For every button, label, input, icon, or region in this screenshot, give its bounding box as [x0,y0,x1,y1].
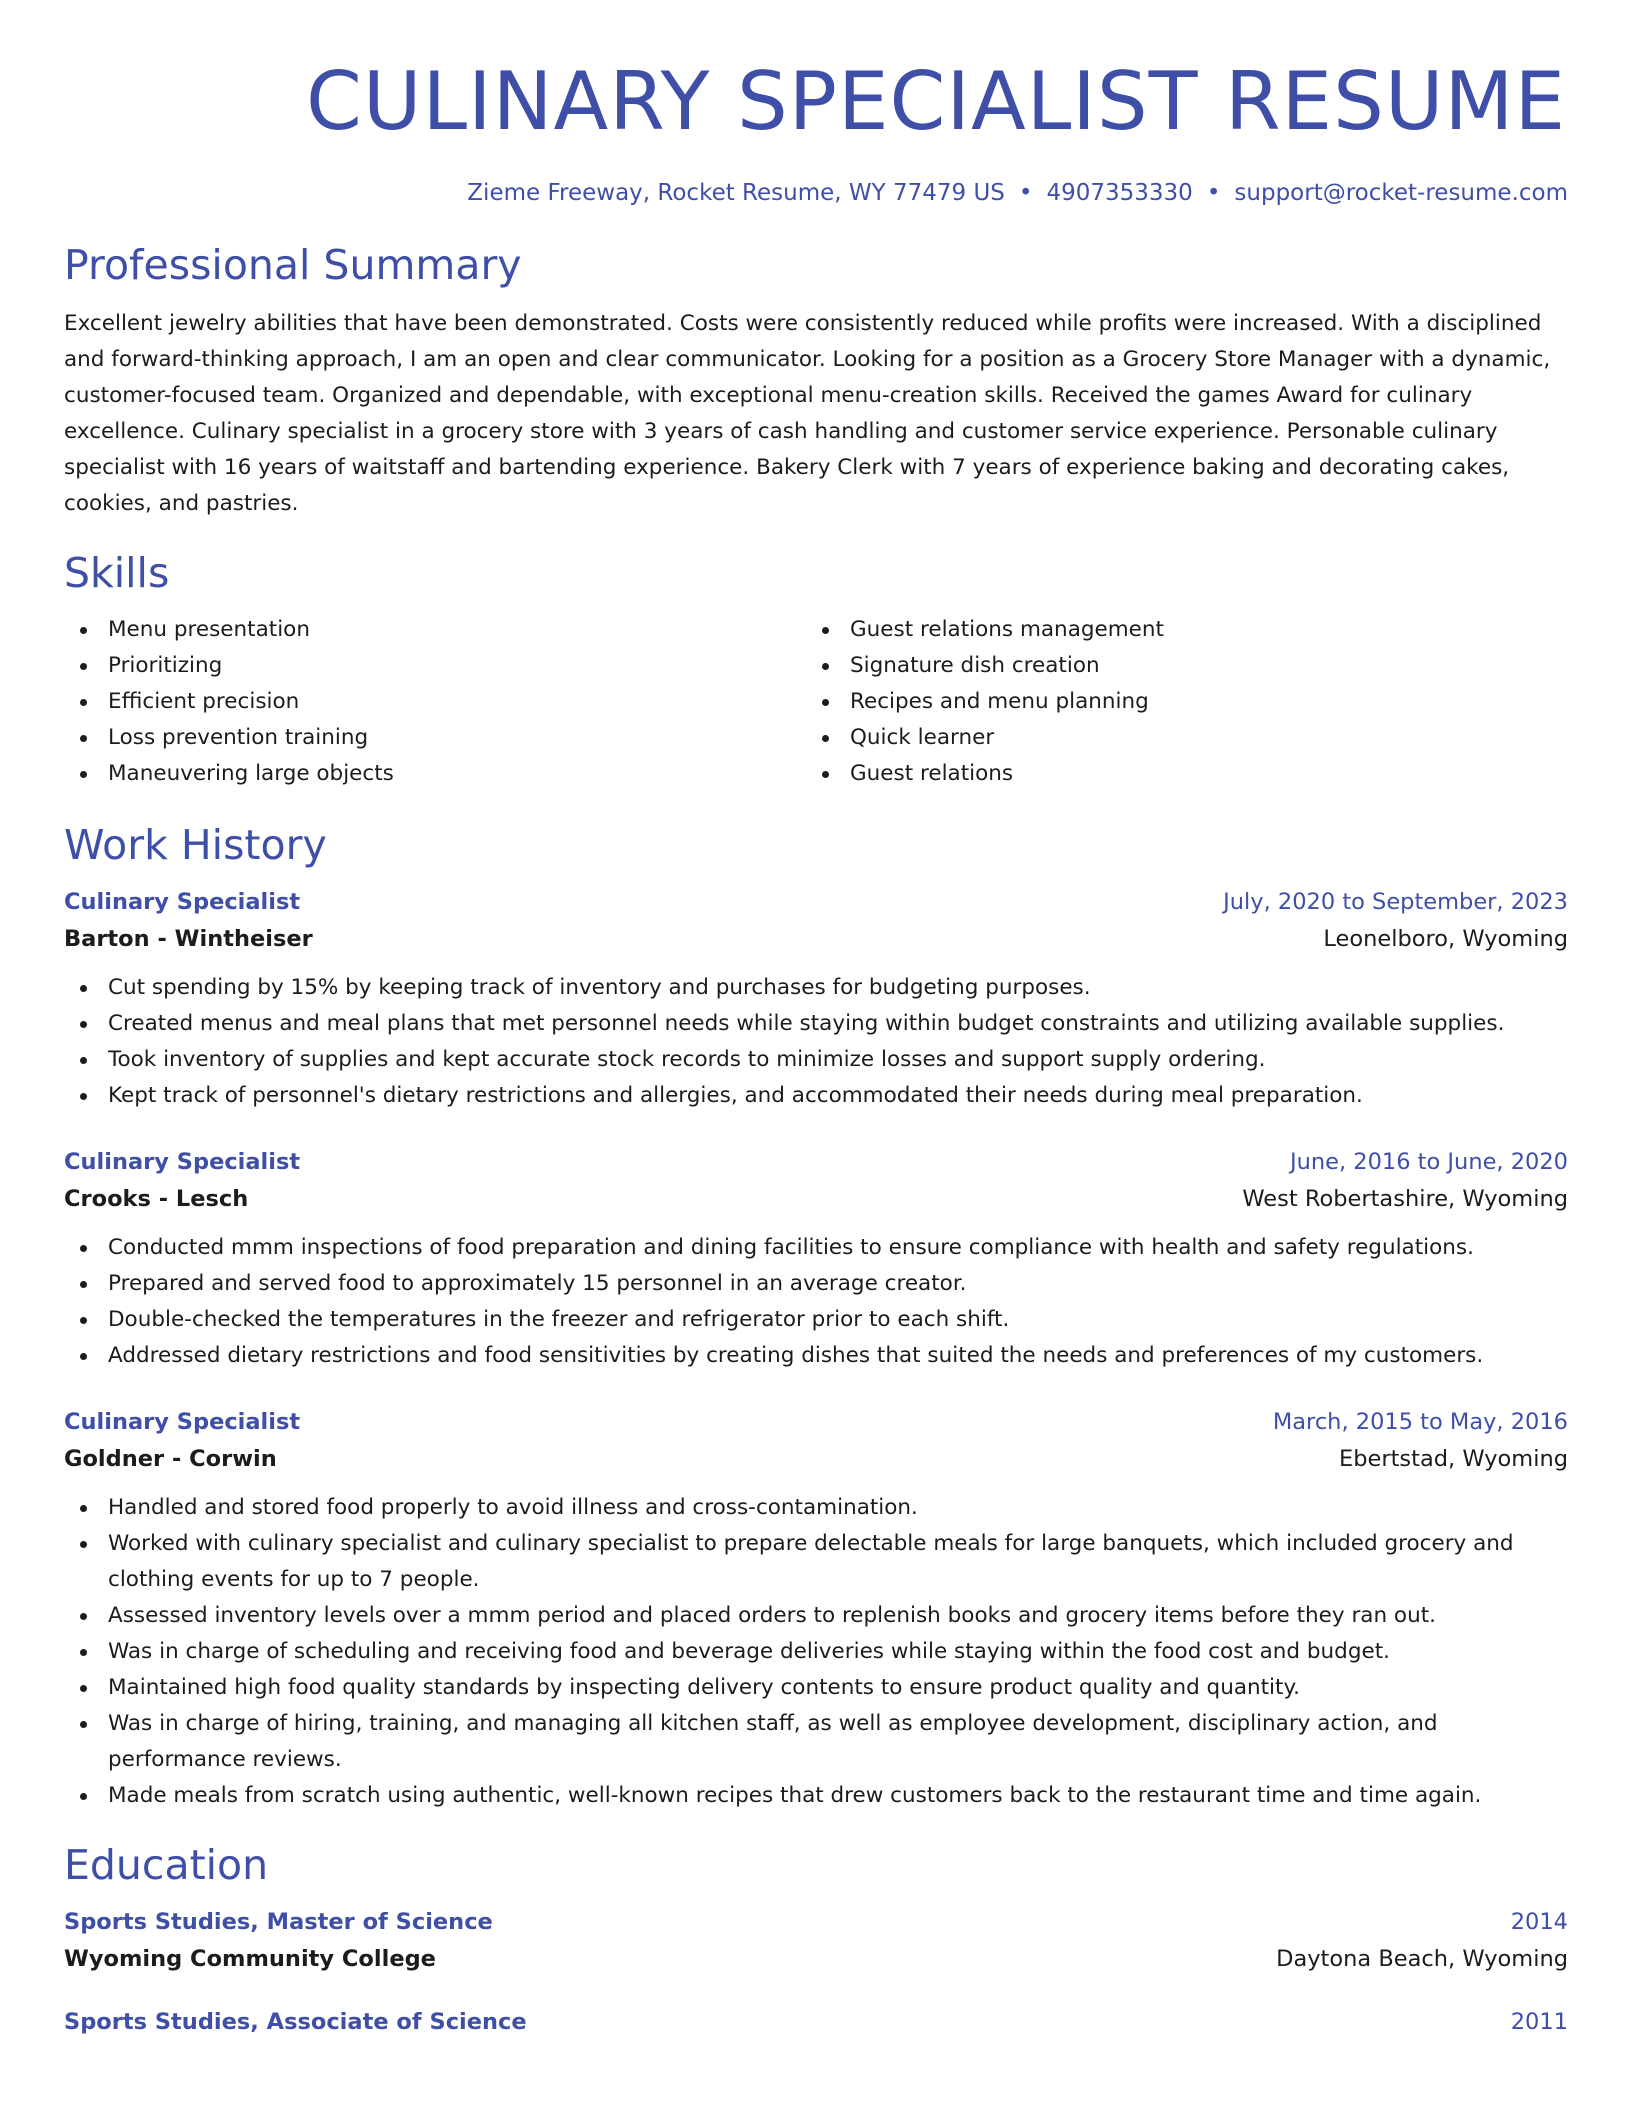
education-location: Daytona Beach, Wyoming [1276,1946,1568,1972]
job-bullet: Conducted mmm inspections of food preparation and dining facilities to ensure compliance with health and safety regulations. [64,1230,1568,1266]
skills-column-left [64,612,806,792]
skills-column-right [806,612,1548,792]
skill-item: Maneuvering large objects [64,756,806,792]
education-entry [64,1904,1568,1978]
job-bullet: Created menus and meal plans that met personnel needs while staying within budget constraints and utilizing available supplies. [64,1006,1568,1042]
education-year: 2011 [1510,2009,1568,2035]
skill-item: Efficient precision [64,684,806,720]
education-entry [64,2004,1568,2040]
job-bullet: Assessed inventory levels over a mmm period and placed orders to replenish books and grocery items before they ran out. [64,1598,1568,1634]
job-dates: July, 2020 to September, 2023 [1223,889,1568,915]
job-title: Culinary Specialist [64,889,301,915]
work-history-heading: Work History [64,821,327,869]
skill-item: Menu presentation [64,612,806,648]
job-title-row [64,1144,1568,1180]
job-dates: March, 2015 to May, 2016 [1272,1409,1568,1435]
skill-item: Recipes and menu planning [806,684,1548,720]
job-bullet: Handled and stored food properly to avoid illness and cross-contamination. [64,1490,1568,1526]
job-bullet: Addressed dietary restrictions and food sensitivities by creating dishes that suited the needs and preferences of my customers. [64,1338,1568,1374]
summary-text: Excellent jewelry abilities that have been demonstrated. Costs were consistently reduced while profits were increased. With a disciplined and forward-thinking approach, I am an open and clear communicator. Looking for a position as a Grocery Store Manager with a dynamic, customer-focused team. Organized and dependable, with exceptional menu-creation skills. Received the games Award for culinary excellence. Culinary specialist in a grocery store with 3 years of cash handling and customer service experience. Personable culinary specialist with 16 years of waitstaff and bartending experience. Bakery Clerk with 7 years of experience baking and decorating cakes, cookies, and pastries. [64,311,1551,516]
job-company: Crooks - Lesch [64,1186,249,1212]
job-title-row [64,1404,1568,1440]
education-degree-row [64,2004,1568,2040]
skills-list [64,612,1568,792]
contact-separator: • [1018,180,1033,206]
contact-phone: 4907353330 [1046,180,1193,206]
job-bullet: Prepared and served food to approximately 15 personnel in an average creator. [64,1266,1568,1302]
skill-item: Guest relations [806,756,1548,792]
job-bullet: Worked with culinary specialist and culinary specialist to prepare delectable meals for large banquets, which included grocery and clothing events for up to 7 people. [64,1526,1568,1598]
job-entry [64,884,1568,1114]
job-bullet: Was in charge of scheduling and receiving food and beverage deliveries while staying within the food cost and budget. [64,1634,1568,1670]
job-bullet: Was in charge of hiring, training, and managing all kitchen staff, as well as employee development, disciplinary action, and performance reviews. [64,1706,1568,1778]
job-bullets [64,1230,1568,1374]
resume-title: CULINARY SPECIALIST RESUME [306,55,1566,148]
education-degree: Sports Studies, Associate of Science [64,2009,527,2035]
job-company-row [64,1180,1568,1218]
education-year: 2014 [1510,1909,1568,1935]
contact-line [64,178,1568,208]
skills-heading: Skills [64,549,170,597]
job-company: Barton - Wintheiser [64,926,313,952]
job-bullet: Maintained high food quality standards by inspecting delivery contents to ensure product quality and quantity. [64,1670,1568,1706]
job-bullets [64,970,1568,1114]
job-title: Culinary Specialist [64,1149,301,1175]
job-location: Leonelboro, Wyoming [1323,926,1568,952]
job-bullet: Kept track of personnel's dietary restrictions and allergies, and accommodated their needs during meal preparation. [64,1078,1568,1114]
skill-item: Prioritizing [64,648,806,684]
skill-item: Guest relations management [806,612,1548,648]
job-title-row [64,884,1568,920]
skill-item: Signature dish creation [806,648,1548,684]
job-bullet: Double-checked the temperatures in the freezer and refrigerator prior to each shift. [64,1302,1568,1338]
job-entry [64,1144,1568,1374]
summary-heading: Professional Summary [64,241,522,289]
job-bullet: Made meals from scratch using authentic, well-known recipes that drew customers back to the restaurant time and time again. [64,1778,1568,1814]
education-school-row [64,1940,1568,1978]
job-bullets [64,1490,1568,1814]
contact-email: support@rocket-resume.com [1234,180,1568,206]
job-entry [64,1404,1568,1814]
job-company: Goldner - Corwin [64,1446,277,1472]
skill-item: Quick learner [806,720,1548,756]
education-degree-row [64,1904,1568,1940]
job-dates: June, 2016 to June, 2020 [1289,1149,1568,1175]
job-company-row [64,920,1568,958]
job-bullet: Took inventory of supplies and kept accurate stock records to minimize losses and support supply ordering. [64,1042,1568,1078]
contact-separator: • [1206,180,1221,206]
resume-header [64,52,1568,208]
skill-item: Loss prevention training [64,720,806,756]
job-location: West Robertashire, Wyoming [1242,1186,1568,1212]
job-bullet: Cut spending by 15% by keeping track of inventory and purchases for budgeting purposes. [64,970,1568,1006]
contact-address: Zieme Freeway, Rocket Resume, WY 77479 US [467,180,1005,206]
job-location: Ebertstad, Wyoming [1339,1446,1568,1472]
education-degree: Sports Studies, Master of Science [64,1909,493,1935]
job-company-row [64,1440,1568,1478]
education-school: Wyoming Community College [64,1946,436,1972]
education-heading: Education [64,1841,269,1889]
job-title: Culinary Specialist [64,1409,301,1435]
